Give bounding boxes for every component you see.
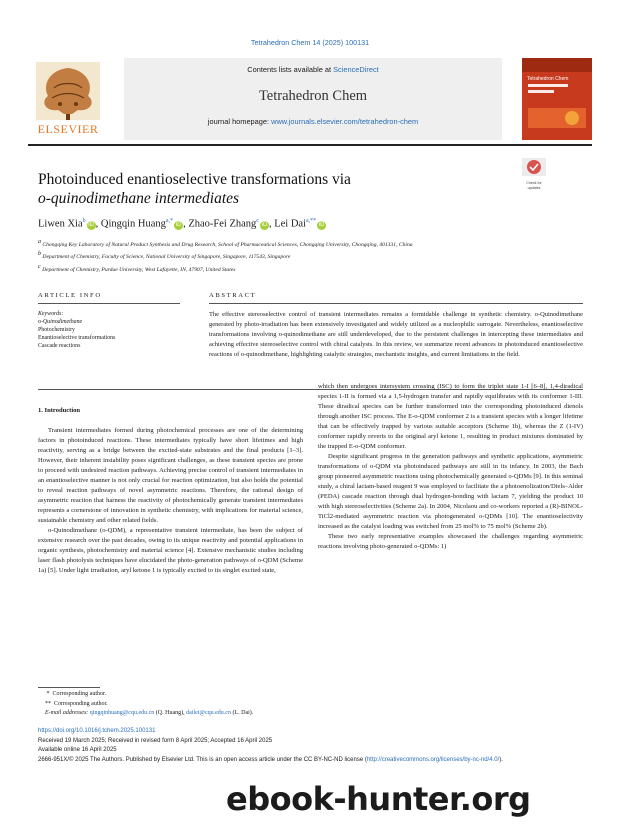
footnote-corresponding-2: ** Corresponding author. (45, 700, 108, 707)
email-owner: (Q. Huang), (154, 710, 187, 716)
article-info-rule (38, 303, 180, 304)
body-paragraph: These two early representative examples showcased the challenges regarding asymmetric reactions involving photo-generated o-QDMs: 1) (318, 533, 583, 550)
email-link[interactable]: qingqinhuang@cqu.edu.cn (89, 710, 155, 716)
license-suffix: ). (499, 756, 503, 763)
author-name[interactable]: Qingqin Huang (100, 218, 166, 230)
affiliation-item (38, 263, 588, 275)
author-sup[interactable]: a,* (165, 218, 174, 224)
contents-line (124, 65, 502, 74)
affiliation-text: Chongqing Key Laboratory of Natural Product Synthesis and Drug Research, School of Pharmaceutical Sciences, Chongqing University, Chongqing, 401331, China (42, 241, 413, 248)
author-list: Liwen Xia$^b$iD , Qingqin Huang$^{a,*}$iD , Zhao-Fei Zhang$^c$iD , Lei Dai$^{a,**}$iD (38, 218, 325, 230)
footnote-emails (45, 709, 585, 719)
crossmark-label-1: Check for (526, 181, 542, 185)
author-name[interactable]: Zhao-Fei Zhang (188, 218, 257, 230)
affiliation-item (38, 250, 588, 262)
received-dates: Received 19 March 2025; Received in revised form 8 April 2025; Accepted 16 April 2025 (38, 737, 273, 744)
affiliation-letter: a (38, 239, 41, 245)
email-label: E-mail addresses: (45, 710, 90, 716)
keyword-item: Cascade reactions (38, 342, 81, 349)
body-paragraph: which then undergoes intersystem crossing (ISC) to form the triplet state 1-I [6–8], 1,4-diradical species 1-II is formed via a 1,5-hydrogen transfer and rapidly equilibrates with its conformer 1-III. These diradical species can be further transformed into the corresponding photoinduced dienols through another ISC process. The E-o-QDM conformer 2 is a transient species with a longer lifetime that can be effectively trapped by various suitable acceptors (Scheme 1b), whereas the Z (1-IV) conformer rapidly reverts to the original aryl ketone 1, resulting in product mixtures dominated by the trapped E-o-QDM conformer. (318, 383, 583, 450)
keywords-label: Keywords: (38, 311, 64, 317)
body-paragraph: Transient intermediates formed during photochemical processes are one of the determining factors in photoinduced reactions. These intermediates typically have short lifetimes and high reactivity, serving as a bridge between the excited-state substrates and the final products [1–3]. However, their inherent instability poses significant challenges, as these transient species are prone to proceed with undesired reaction pathways. Achieving precise control of transient intermediates in an enantioselective manner is not only crucial for reaction optimization, but also holds the potential to reveal reaction pathways of novel asymmetric reactions. Therefore, the rational design of asymmetric reaction that harness the reactivity of photochemically generate transient intermediates represents a cornerstone of innovation in synthetic chemistry, with implications for material science, sustainable chemistry and other related fields. (38, 427, 303, 524)
footnotes (45, 690, 585, 719)
author-name[interactable]: Liwen Xia (38, 218, 83, 230)
abstract-heading: ABSTRACT (209, 292, 257, 299)
header-rule (28, 144, 592, 146)
affiliation-letter: c (38, 263, 41, 270)
watermark: ebook-hunter.org (226, 780, 531, 818)
orcid-icon[interactable]: iD (175, 221, 182, 228)
crossmark-icon (522, 158, 546, 176)
check-for-updates-button[interactable] (522, 158, 546, 190)
body-column-right (318, 382, 583, 552)
body-paragraph: o-Quinodimethane (o-QDM), a representative transient intermediate, has been the subject of extensive research over the past decades, owing to its unique reactivity and potential applications in organic synthesis, photochemistry and material science [4]. Extensive mechanistic studies including laser flash photolysis techniques have elucidated the photo-generation pathways of o-QDM (Scheme 1a) [5]. Under light irradiation, aryl ketone 1 is typically excited to its singlet excited state, (38, 527, 303, 574)
author-sup[interactable]: c (256, 218, 259, 224)
publisher-logo-text: ELSEVIER (37, 122, 99, 136)
section-heading: 1. Introduction (38, 407, 81, 414)
footnote-rule (38, 687, 100, 688)
masthead (124, 58, 502, 140)
affiliation-text: Department of Chemistry, Purdue University, West Lafayette, IN, 47907, United States (42, 266, 236, 273)
crossmark-label (522, 181, 546, 190)
journal-homepage-link[interactable]: www.journals.elsevier.com/tetrahedron-chem (271, 117, 419, 126)
orcid-icon[interactable]: iD (318, 221, 325, 228)
journal-title: Tetrahedron Chem (258, 88, 368, 104)
orcid-icon[interactable]: iD (261, 221, 268, 228)
homepage-line (124, 117, 502, 126)
available-online: Available online 16 April 2025 (38, 747, 117, 753)
footnote-corresponding-1: * Corresponding author. (45, 691, 107, 697)
keyword-item: Enantioselective transformations (38, 334, 116, 341)
author-sup[interactable]: a,** (305, 218, 317, 224)
footnote-text: Corresponding author. (54, 700, 108, 707)
abstract-rule (209, 303, 583, 304)
body-paragraph: Despite significant progress in the generation pathways and synthetic applications, asymmetric transformations of o-QDM via photoinduced pathways are still in its infancy. In 2003, the Bach group pioneered asymmetric reactions using photochemically generated o-QDMs [9]. In this seminal study, a chiral lactam-based reagent 9 was employed to facilitate the a photoenolization/Diels–Alder (PEDA) cascade reaction through dual hydrogen-bonding with lactam 7, yielding the product 10 with high stereoselectivities (Scheme 2a). In 2004, Nicolaou and co-workers reported a (R)-BINOL-TiCl2-mediated asymmetric reaction via photogenerated o-QDMs [10]. The enantioselectivity increased as the catalyst loading was switched from 25 mol% to 75 mol% (Scheme 2b). (318, 453, 583, 530)
article-title (38, 170, 478, 208)
orcid-icon[interactable]: iD (88, 221, 94, 228)
sciencedirect-link[interactable]: ScienceDirect (333, 65, 379, 74)
cover-title: Tetrahedron Chem (527, 76, 569, 82)
crossmark-label-2: updates (527, 185, 541, 190)
affiliation-item (38, 238, 588, 250)
affiliation-letter: b (38, 251, 41, 258)
title-line-2: o-quinodimethane intermediates (38, 190, 240, 207)
body-column-left (38, 406, 303, 576)
homepage-prefix: journal homepage: (207, 117, 272, 126)
elsevier-logo (28, 58, 108, 140)
affiliation-text: Department of Chemistry, Faculty of Science, National University of Singapore, Singapore, 117543, Singapore (42, 254, 291, 261)
license-prefix: 2666-951X/© 2025 The Authors. Published by Elsevier Ltd. This is an open access article under the CC BY-NC-ND license ( (38, 756, 367, 763)
abstract-text: The effective stereoselective control of transient intermediates remains a formidable challenge in synthetic chemistry. o-Quinodimethane generated by photo-irradiation has been extensively investigated and widely utilized as a nucleophilic surrogate. Nevertheless, enantioselective transformations involving o-quinodimethane are still underdeveloped, due to the persistent challenges in intercepting these intermediates and achieving effective stereoselective control with chiral catalysts. In this review, we summarize recent advances in photoinduced enantioselective reactions of o-quinodimethane, highlighting catalytic strategies, mechanistic insights, and current limitations in the field. (209, 311, 583, 358)
author-sup[interactable]: b (82, 218, 86, 224)
doi-link[interactable]: https://doi.org/10.1016/j.tchem.2025.100131 (38, 728, 156, 734)
keyword-item: o-Quinodimethane (38, 318, 83, 325)
license-line (38, 756, 583, 766)
journal-cover-image (522, 58, 592, 140)
author-name[interactable]: Lei Dai (274, 218, 306, 230)
journal-citation-link[interactable]: Tetrahedron Chem 14 (2025) 100131 (250, 38, 370, 47)
email-owner: (L. Dai). (230, 710, 254, 716)
affiliations (38, 238, 588, 275)
journal-header (28, 58, 592, 140)
contents-prefix: Contents lists available at (247, 65, 334, 74)
footnote-text: Corresponding author. (52, 691, 107, 697)
license-link[interactable]: http://creativecommons.org/licenses/by-nc-nd/4.0/ (366, 756, 500, 763)
article-info-heading: ARTICLE INFO (38, 292, 102, 299)
title-line-1: Photoinduced enantioselective transformations via (38, 171, 351, 188)
journal-cover (522, 58, 592, 140)
front-matter (38, 727, 583, 765)
keyword-item: Photochemistry (38, 326, 75, 333)
email-link[interactable]: dailei@cqu.edu.cn (186, 710, 231, 716)
keywords (38, 311, 188, 351)
